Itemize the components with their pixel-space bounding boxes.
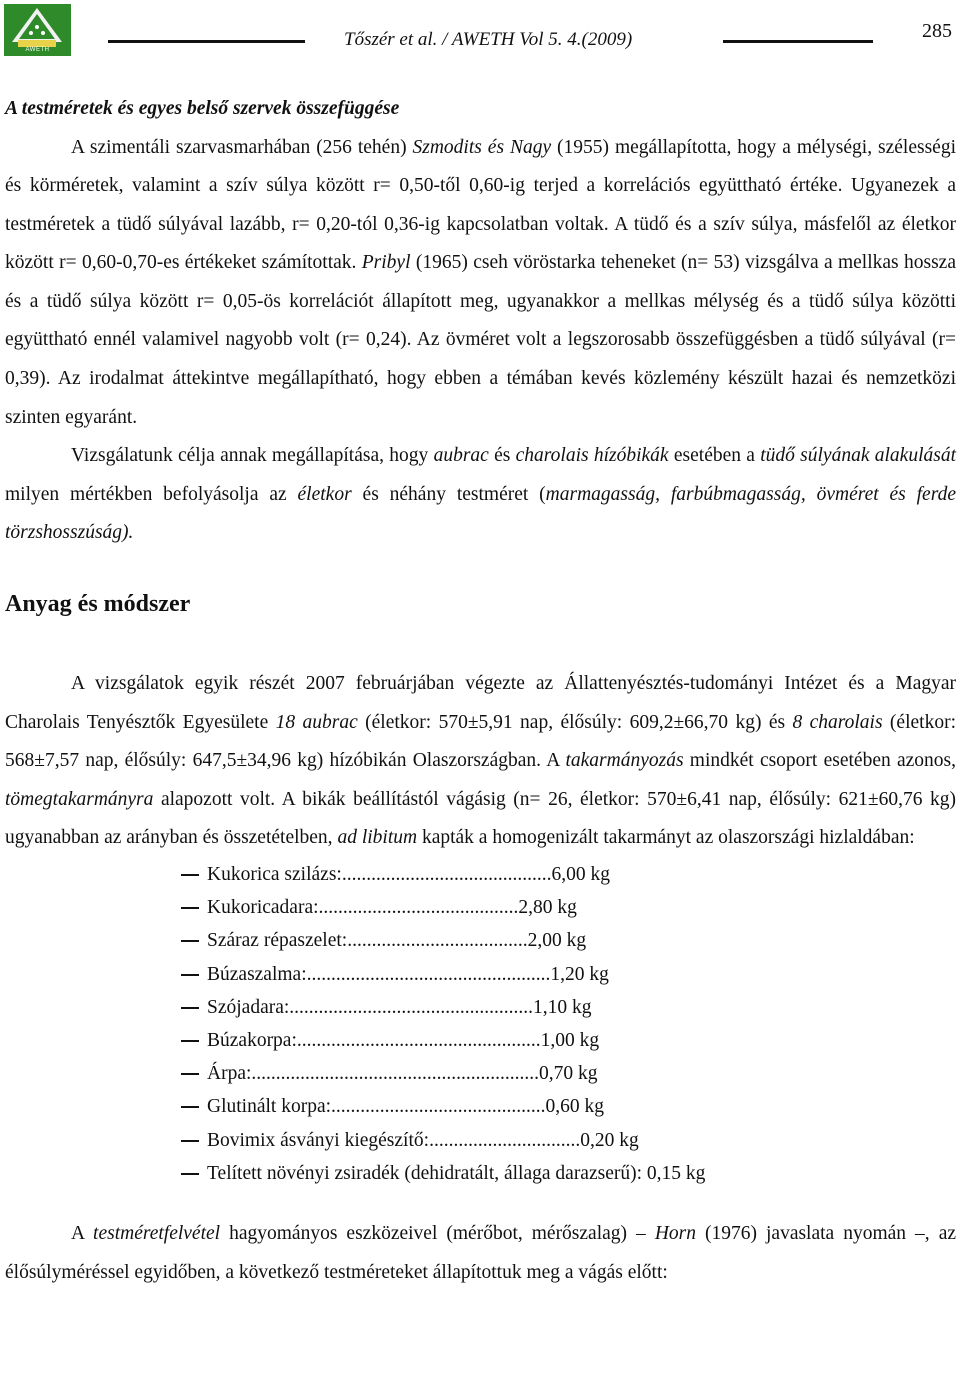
italic-term: tömegtakarmányra [5,788,154,810]
feed-label: Kukorica szilázs: [207,864,342,885]
feed-label: Búzaszalma: [207,963,307,985]
feed-label: Kukoricadara: [207,897,319,919]
feed-value: 1,00 kg [540,1030,600,1052]
italic-term: charolais hízóbikák [515,445,669,467]
text-run: hagyományos eszközeivel (mérőbot, mérőszalag) – [220,1223,655,1245]
text-run: A szimentáli szarvasmarhában (256 tehén) [71,136,413,158]
paragraph-literature [5,129,956,438]
paragraph-aim [5,437,956,553]
list-item [175,991,956,1024]
dot-leader: ............................................ [331,1096,546,1118]
dot-leader: .................................................. [296,1030,541,1052]
list-item [175,924,956,957]
dot-leader: ............................... [429,1129,581,1151]
text-run: Vizsgálatunk célja annak megállapítása, hogy [71,445,434,467]
text-run: (életkor: 570±5,91 nap, élősúly: 609,2±66,70 kg) és [357,711,793,733]
citation-author: Szmodits és Nagy [412,136,552,158]
feed-value: 1,10 kg [533,996,592,1018]
dash-bullet-icon [181,874,199,876]
logo-text: AWETH [25,47,50,53]
dash-bullet-icon [181,1073,199,1075]
feed-value: 2,80 kg [518,897,577,919]
text-run: milyen mértékben befolyásolja az [5,483,298,505]
citation-author: Pribyl [361,252,411,274]
paragraph-methods [5,665,956,858]
feed-value: 6,00 kg [551,864,610,885]
italic-term: aubrac [433,445,489,467]
list-item [175,958,956,991]
section-heading: Anyag és módszer [5,591,191,618]
dash-bullet-icon [181,1173,199,1175]
feed-value: 1,20 kg [550,963,609,985]
text-run: A [71,1223,94,1245]
italic-term: takarmányozás [565,750,684,772]
feed-value: 2,00 kg [527,930,587,952]
journal-logo [4,4,71,56]
text-run: A vizsgálatok egyik részét 2007 februárjában végezte az Állattenyésztés-tudományi Intézet és a Magyar Charolais Tenyésztők Egyesülete [5,673,956,733]
feed-label: Bovimix ásványi kiegészítő: [207,1129,430,1151]
italic-term: 18 aubrac [275,711,358,733]
text-run: (1965) cseh vöröstarka teheneket (n= 53) vizsgálva a mellkas hossza és a tüdő súlya között r= 0,05-ös korrelációt állapított meg, ugyanakkor a mellkas mélység és a tüdő súlya közötti együttható ennél valamivel nagyobb volt (r= 0,24). Az övméret volt a legszorosabb összefüggésben a tüdő súlyával (r= 0,39). Az irodalmat áttekintve megállapítható, hogy ebben a témában kevés közlemény készült hazai és nemzetközi szinten egyaránt. [5,252,956,428]
italic-term: marmagasság, farbúbmagasság, övméret és ferde törzshosszúság). [5,483,956,544]
feed-value: 0,70 kg [539,1063,598,1085]
text-run: és néhány testméret ( [351,483,546,505]
feed-label: Búzakorpa: [207,1030,297,1052]
dot-leader: ......................................... [318,897,519,919]
list-item [175,1024,956,1057]
feed-label: Szójadara: [207,996,290,1018]
dot-leader: .................................................. [306,963,551,985]
header-rule-right [723,40,873,43]
text-run: (1976) javaslata nyomán –, az élősúlyméréssel egyidőben, a következő testméreteket állapítottuk meg a vágás előtt: [5,1223,956,1283]
citation-author: Horn [654,1223,696,1245]
text-run: kapták a homogenizált takarmányt az olaszországi hizlaldában: [417,827,915,849]
dash-bullet-icon [181,940,199,942]
list-item [175,858,956,891]
text-run: és [488,445,516,467]
text-run: (életkor: 568±7,57 nap, élősúly: 647,5±34,96 kg) hízóbikán Olaszországban. A [5,711,956,772]
italic-term: 8 charolais [792,711,883,733]
dot-leader: ..................................... [347,930,528,952]
article-body [5,90,956,1292]
italic-term: életkor [297,483,352,505]
feed-label: Telített növényi zsiradék (dehidratált, állaga darazserű): 0,15 kg [207,1162,706,1184]
italic-term: testméretfelvétel [93,1223,221,1245]
page-number: 285 [922,20,952,42]
feed-label: Árpa: [207,1063,252,1085]
dash-bullet-icon [181,974,199,976]
feed-value: 0,20 kg [580,1129,639,1151]
dash-bullet-icon [181,907,199,909]
dash-bullet-icon [181,1007,199,1009]
feed-value: 0,60 kg [545,1096,605,1118]
feed-label: Száraz répaszelet: [207,930,348,952]
text-run: mindkét csoport esetében azonos, [683,750,956,772]
italic-term: ad libitum [337,827,418,849]
list-item [175,1090,956,1123]
list-item [175,891,956,924]
running-title: Tőszér et al. / AWETH Vol 5. 4.(2009) [344,29,633,50]
text-run: alapozott volt. A bikák beállítástól vágásig (n= 26, életkor: 570±6,41 nap, élősúly: 621±60,76 kg) ugyanabban az arányban és összetételben, [5,788,956,849]
italic-term: tüdő súlyának alakulását [760,445,957,467]
feed-label: Glutinált korpa: [207,1096,332,1118]
text-run: esetében a [668,445,761,467]
dot-leader: .................................................. [289,996,534,1018]
dot-leader: ........................................................... [251,1063,540,1085]
list-item [175,1124,956,1157]
dash-bullet-icon [181,1040,199,1042]
dot-leader: ........................................... [341,864,552,885]
text-run: (1955) megállapította, hogy a mélységi, szélességi és körméretek, valamint a szív súlya között r= 0,50-től 0,60-ig terjed a korrelációs együttható értéke. Ugyanezek a testméretek a tüdő súlyával lazább, r= 0,20-tól 0,36-ig kapcsolatban voltak. A tüdő és a szív súlya, másfelől az életkor között r= 0,60-0,70-es értékeket számítottak. [5,136,956,274]
dash-bullet-icon [181,1140,199,1142]
list-item [175,1057,956,1090]
paragraph-measurements [5,1215,956,1292]
header-rule-left [108,40,305,43]
dash-bullet-icon [181,1106,199,1108]
feed-ration-list [5,858,956,1190]
page-header [0,0,960,60]
subsection-heading: A testméretek és egyes belső szervek összefüggése [5,98,400,119]
list-item [175,1157,956,1190]
